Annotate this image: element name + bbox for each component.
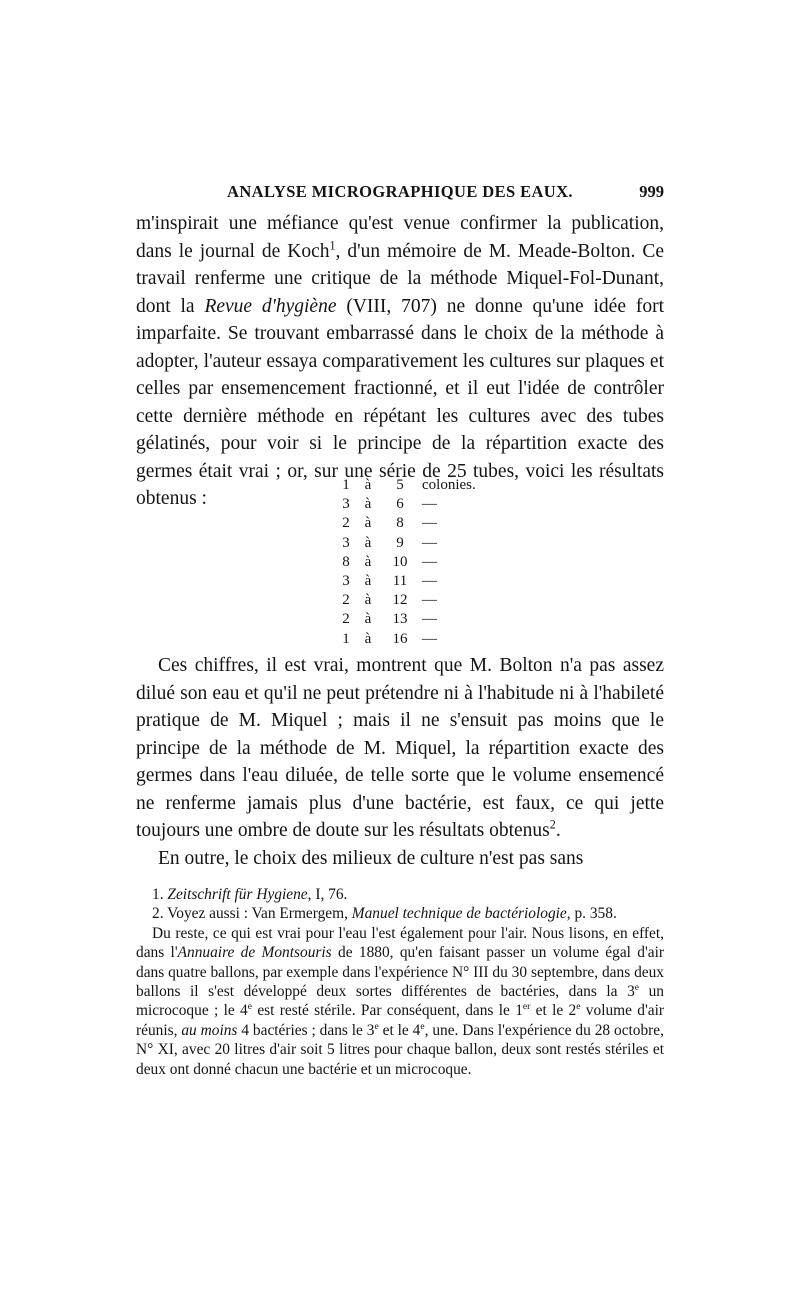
fn-superscript: e — [374, 1020, 379, 1032]
table-row — [332, 553, 492, 572]
fn-text: , une. Dans l'expérience du 28 octobre, N° XI, avec 20 litres d'air soit 5 litres pour chaque ballon, deux sont restés stériles et deux ont donné chacun une bactérie et un microcoque. — [136, 1021, 664, 1078]
row-colonies: 11 — [392, 572, 408, 589]
fn-text: un microcoque ; le 4 — [136, 983, 664, 1020]
para1-text-b: , d'un mémoire de M. Meade-Bolton. Ce travail renferme une critique de la méthode Miquel-Fol-Dunant, dont la — [136, 240, 664, 317]
table-row — [332, 572, 492, 591]
running-title: ANALYSE MICROGRAPHIQUE DES EAUX. — [227, 182, 573, 201]
fn-superscript: e — [420, 1020, 425, 1032]
row-unit: — — [422, 592, 437, 609]
journal-title: Revue d'hygiène — [204, 295, 337, 317]
results-table — [332, 476, 492, 649]
fn-superscript: er — [522, 1001, 531, 1013]
table-row — [332, 534, 492, 553]
row-unit: colonies. — [422, 477, 476, 493]
row-preposition: à — [364, 630, 372, 647]
footnote-2-book: Manuel technique de bactériologie — [351, 905, 567, 923]
fn-text: de 1880, qu'en faisant passer un volume égal d'air dans quatre ballons, par exemple dans l'expérience N° III du 30 septembre, dans deux ballons il s'est développé deux sortes différentes de bactéries, dans la 3 — [136, 944, 664, 1001]
fn-italic: au moins — [181, 1021, 238, 1039]
row-preposition: à — [364, 592, 372, 609]
paragraph-conclusion — [136, 652, 664, 872]
running-header — [136, 178, 664, 206]
table-row — [332, 514, 492, 533]
row-preposition: à — [364, 553, 372, 570]
row-unit: — — [422, 553, 437, 570]
row-preposition: à — [364, 477, 372, 493]
row-count: 8 — [342, 553, 350, 570]
fn-superscript: e — [576, 1001, 581, 1013]
row-preposition: à — [364, 611, 372, 628]
table-row — [332, 591, 492, 610]
row-colonies: 13 — [392, 611, 408, 628]
footnote-1 — [136, 885, 664, 904]
fn-text: volume d'air réunis, — [136, 1002, 665, 1039]
row-count: 2 — [342, 515, 350, 532]
row-preposition: à — [364, 534, 372, 551]
row-count: 3 — [342, 572, 350, 589]
fn-superscript: e — [634, 981, 640, 993]
footnote-1-journal: Zeitschrift für Hygiene — [167, 886, 308, 903]
footnote-2-text-b: , p. 358. — [566, 905, 617, 923]
row-colonies: 9 — [396, 534, 404, 551]
fn-journal: Annuaire de Montsouris — [177, 944, 332, 962]
row-preposition: à — [364, 572, 372, 589]
footnote-2-number: 2. — [152, 905, 164, 923]
footnote-ref-2[interactable]: 2 — [549, 817, 556, 832]
row-colonies: 10 — [392, 553, 408, 570]
row-unit: — — [422, 611, 437, 628]
footnote-ref-1[interactable]: 1 — [329, 238, 336, 252]
para2-text-b: . — [555, 820, 561, 841]
table-row — [332, 495, 492, 514]
para2-text-a: Ces chiffres, il est vrai, montrent que M. Bolton n'a pas assez dilué son eau et qu'il ne peut prétendre ni à l'habitude ni à l'habileté pratique de M. Miquel ; mais il ne s'ensuit pas moins que le principe de la méthode de M. Miquel, la répartition exacte des germes dans l'eau diluée, de telle sorte que le volume ensemencé ne renferme jamais plus d'une bactérie, est faux, ce qui jette toujours une ombre de doute sur les résultats obtenus — [136, 655, 664, 841]
row-unit: — — [422, 572, 437, 589]
row-count: 3 — [342, 496, 350, 513]
footnote-2-continuation — [136, 924, 664, 1079]
row-colonies: 12 — [392, 592, 408, 609]
fn-superscript: e — [247, 1001, 252, 1013]
page-number: 999 — [639, 182, 664, 201]
fn-text: et le 2 — [530, 1002, 577, 1020]
row-colonies: 6 — [396, 496, 404, 513]
row-count: 1 — [342, 477, 350, 493]
footnote-2-text-a: Voyez aussi : Van Ermergem, — [167, 905, 352, 923]
fn-text: et le 4 — [378, 1021, 421, 1039]
fn-text: est resté stérile. Par conséquent, dans le 1 — [251, 1002, 523, 1020]
footnote-2 — [136, 904, 664, 923]
table-row — [332, 610, 492, 629]
fn-text: Du reste, ce qui est vrai pour l'eau l'est également pour l'air. Nous lisons, en effet, dans l' — [136, 924, 664, 962]
row-colonies: 8 — [396, 515, 404, 532]
row-preposition: à — [364, 515, 372, 532]
para1-text-c: (VIII, 707) ne donne qu'une idée fort imparfaite. Se trouvant embarrassé dans le choix de la méthode à adopter, l'auteur essaya comparativement les cultures sur plaques et celles par ensemencement fractionné, et il eut l'idée de contrôler cette dernière méthode en répétant les cultures avec des tubes gélatinés, pour voir si le principe de la répartition exacte des germes était vrai ; or, sur une série de 25 tubes, voici les résultats obtenus : — [136, 295, 664, 509]
paragraph-continued — [136, 210, 664, 513]
footnotes — [136, 885, 664, 1079]
para3-text: En outre, le choix des milieux de culture n'est pas sans — [158, 847, 584, 869]
para1-text-a: m'inspirait une méfiance qu'est venue confirmer la publication, dans le journal de Koch — [136, 213, 664, 262]
row-count: 3 — [342, 534, 350, 551]
row-preposition: à — [364, 496, 372, 513]
row-unit: — — [422, 534, 437, 551]
row-unit: — — [422, 630, 437, 647]
row-unit: — — [422, 515, 437, 532]
table-row — [332, 630, 492, 649]
footnote-1-number: 1. — [152, 886, 164, 903]
row-count: 2 — [342, 611, 350, 628]
row-unit: — — [422, 496, 437, 513]
row-count: 1 — [342, 630, 350, 647]
table-row — [332, 476, 492, 495]
row-colonies: 5 — [396, 477, 404, 493]
footnote-1-ref: , I, 76. — [307, 886, 348, 903]
row-colonies: 16 — [392, 630, 408, 647]
fn-text: 4 bactéries ; dans le 3 — [237, 1021, 375, 1039]
row-count: 2 — [342, 592, 350, 609]
